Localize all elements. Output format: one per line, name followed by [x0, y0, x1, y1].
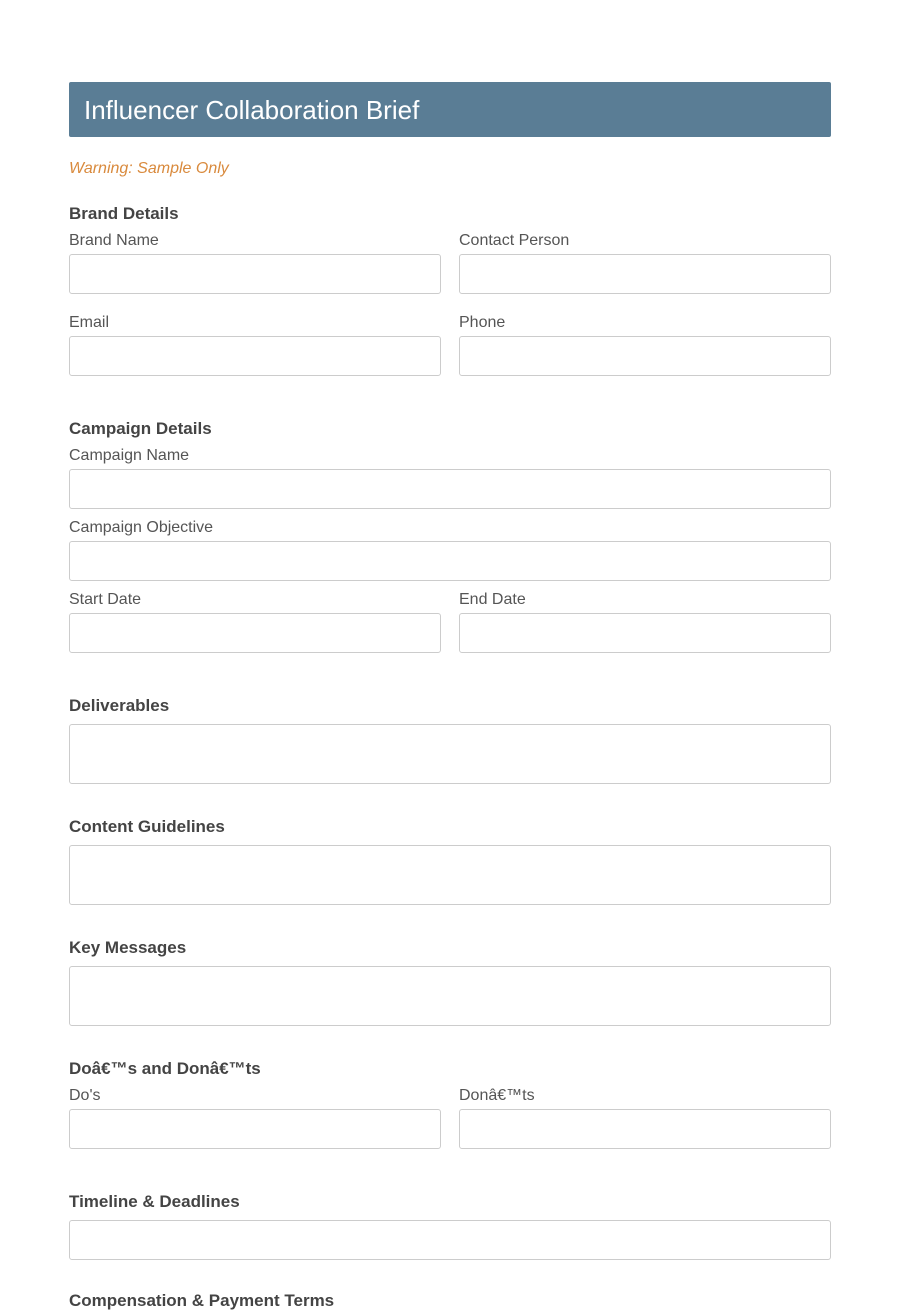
section-heading-timeline: Timeline & Deadlines — [69, 1192, 240, 1211]
contact-person-label: Contact Person — [459, 232, 570, 249]
form-title: Influencer Collaboration Brief — [84, 94, 420, 125]
section-heading-dos-donts: Doâ€™s and Donâ€™ts — [69, 1059, 261, 1078]
donts-input[interactable] — [459, 1109, 831, 1149]
contact-person-input[interactable] — [459, 254, 831, 294]
section-heading-deliverables: Deliverables — [69, 696, 170, 715]
email-input[interactable] — [69, 336, 441, 376]
phone-label: Phone — [459, 314, 506, 331]
dos-input[interactable] — [69, 1109, 441, 1149]
section-heading-key-messages: Key Messages — [69, 938, 187, 957]
email-label: Email — [69, 314, 110, 331]
section-heading-campaign-details: Campaign Details — [69, 419, 212, 438]
key-messages-textarea[interactable] — [69, 966, 831, 1026]
campaign-name-input[interactable] — [69, 469, 831, 509]
section-heading-compensation: Compensation & Payment Terms — [69, 1291, 335, 1310]
start-date-input[interactable] — [69, 613, 441, 653]
start-date-label: Start Date — [69, 591, 142, 608]
section-heading-content-guidelines: Content Guidelines — [69, 817, 225, 836]
phone-input[interactable] — [459, 336, 831, 376]
campaign-objective-input[interactable] — [69, 541, 831, 581]
dos-label: Do's — [69, 1087, 101, 1104]
brand-name-label: Brand Name — [69, 232, 159, 249]
timeline-input[interactable] — [69, 1220, 831, 1260]
brand-name-input[interactable] — [69, 254, 441, 294]
donts-label: Donâ€™ts — [459, 1087, 535, 1104]
deliverables-textarea[interactable] — [69, 724, 831, 784]
form-title-bar — [69, 82, 831, 137]
end-date-input[interactable] — [459, 613, 831, 653]
warning-text: Warning: Sample Only — [69, 160, 229, 177]
content-guidelines-textarea[interactable] — [69, 845, 831, 905]
campaign-objective-label: Campaign Objective — [69, 519, 214, 536]
end-date-label: End Date — [459, 591, 526, 608]
campaign-name-label: Campaign Name — [69, 447, 190, 464]
section-heading-brand-details: Brand Details — [69, 204, 179, 223]
